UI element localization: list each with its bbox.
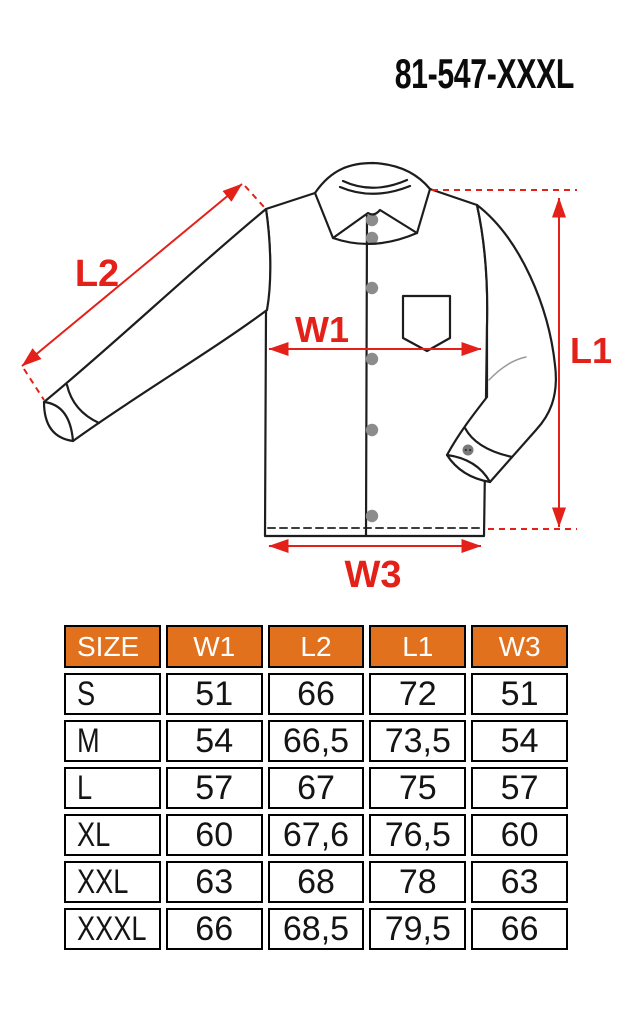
w1-cell: 63 <box>166 861 263 903</box>
button <box>366 353 378 365</box>
l1-cell: 75 <box>369 767 466 809</box>
size-label: S <box>77 675 96 713</box>
w1-label: W1 <box>295 309 349 350</box>
w3-cell: 63 <box>471 861 568 903</box>
header-cell-w1: W1 <box>166 625 263 668</box>
table-row <box>64 861 568 903</box>
table-row <box>64 814 568 856</box>
w3-label: W3 <box>344 554 402 596</box>
l1-label: L1 <box>569 330 613 371</box>
size-label: XL <box>77 816 111 854</box>
l2-cell: 67,6 <box>268 814 365 856</box>
button <box>366 282 378 294</box>
header-cell-l2: L2 <box>268 625 365 668</box>
w3-cell: 51 <box>471 673 568 715</box>
table-row <box>64 767 568 809</box>
button <box>366 424 378 436</box>
l2-extension-dash <box>245 186 264 207</box>
size-cell <box>64 767 161 809</box>
table-row <box>64 908 568 950</box>
size-table <box>59 620 573 955</box>
w1-cell: 57 <box>166 767 263 809</box>
w1-cell: 54 <box>166 720 263 762</box>
l2-cell: 66 <box>268 673 365 715</box>
header-cell-l1: L1 <box>369 625 466 668</box>
product-code: 81-547-XXXL <box>394 50 574 97</box>
w3-cell: 60 <box>471 814 568 856</box>
size-cell <box>64 673 161 715</box>
size-cell <box>64 861 161 903</box>
chest-pocket <box>403 296 450 351</box>
cuff-button <box>463 445 474 456</box>
table-row <box>64 673 568 715</box>
header-cell-size: SIZE <box>64 625 161 668</box>
size-cell <box>64 908 161 950</box>
l1-cell: 78 <box>369 861 466 903</box>
size-label: XXL <box>77 863 129 901</box>
l2-extension-dash <box>24 369 44 400</box>
l1-cell: 76,5 <box>369 814 466 856</box>
table-header-row <box>64 625 568 668</box>
header-cell-w3: W3 <box>471 625 568 668</box>
button <box>366 232 378 244</box>
l2-cell: 66,5 <box>268 720 365 762</box>
size-label: M <box>77 722 100 760</box>
button <box>366 510 378 522</box>
size-cell <box>64 720 161 762</box>
l1-cell: 73,5 <box>369 720 466 762</box>
l2-cell: 68 <box>268 861 365 903</box>
size-label: XXXL <box>77 910 147 948</box>
w1-cell: 51 <box>166 673 263 715</box>
w3-cell: 57 <box>471 767 568 809</box>
w3-cell: 54 <box>471 720 568 762</box>
l1-cell: 72 <box>369 673 466 715</box>
w1-cell: 66 <box>166 908 263 950</box>
l2-cell: 68,5 <box>268 908 365 950</box>
size-label: L <box>77 769 93 807</box>
w1-cell: 60 <box>166 814 263 856</box>
table-row <box>64 720 568 762</box>
l2-cell: 67 <box>268 767 365 809</box>
size-cell <box>64 814 161 856</box>
l1-cell: 79,5 <box>369 908 466 950</box>
placket-line <box>366 216 367 536</box>
l2-label: L2 <box>74 253 120 295</box>
w3-cell: 66 <box>471 908 568 950</box>
button <box>366 214 378 226</box>
